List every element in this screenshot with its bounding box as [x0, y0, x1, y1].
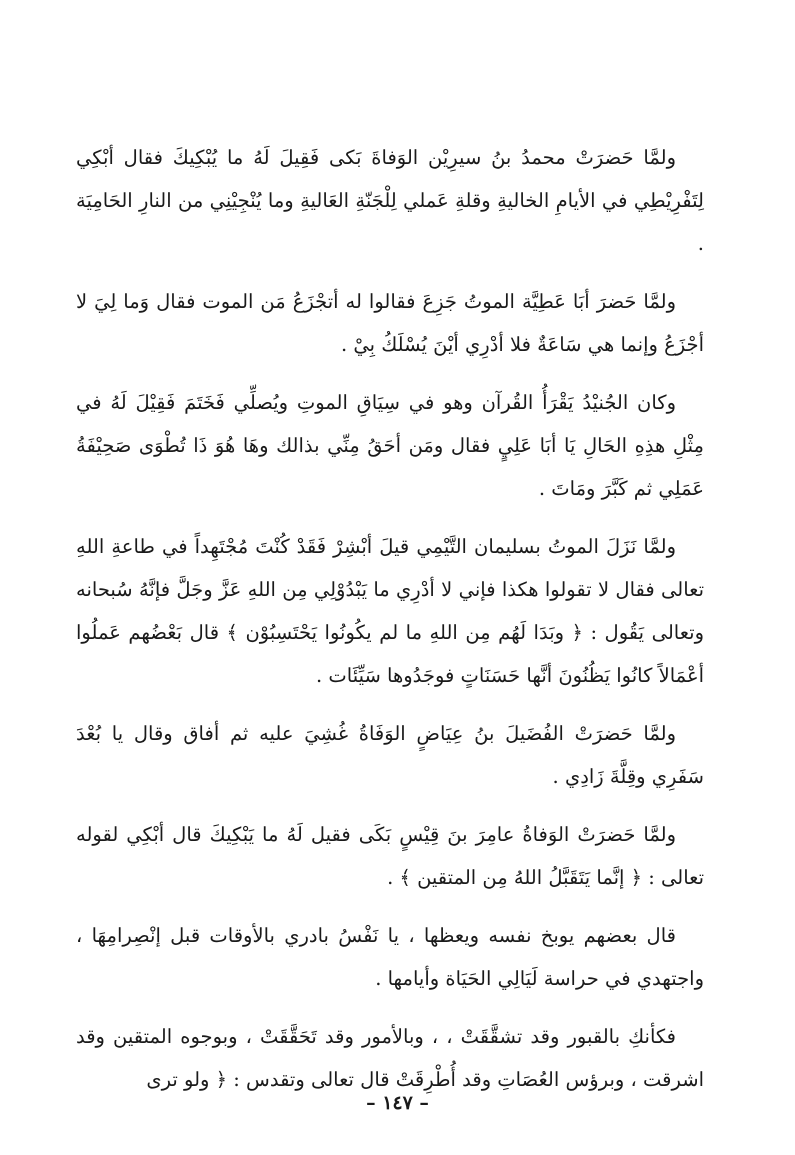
paragraph-al-fudayl: ولمَّا حَضرَتْ الفُضَيلَ بنُ عِيَاضٍ الوَفَاةُ غُشِيَ عليه ثم أفاق وقال يا بُعْدَ سَفَرِي وقِلَّةَ زَادِي . — [76, 722, 704, 788]
page-number: – ١٤٧ – — [366, 1092, 429, 1114]
paragraph-graves: فكأنكِ بالقبور وقد تشقَّقَتْ ، ، وبالأمور وقد تَحَقَّقَتْ ، وبوجوه المتقين وقد اشرقت ، وبرؤس العُصَاتِ وقد أُطْرِقَتْ قال تعالى وتقدس : ﴿ ولو ترى — [76, 1025, 704, 1091]
paragraph-self-admonition: قال بعضهم يوبخ نفسه ويعظها ، يا نَفْسُ بادري بالأوقات قبل إنْصِرامِهَا ، واجتهدي في حراسة لَيَالِي الحَيَاة وأيامها . — [76, 924, 704, 990]
paragraph-abu-atiyya: ولمَّا حَضرَ أبَا عَطِيَّة الموتُ جَزِعَ فقالوا له أتجْزَعُ مَن الموت فقال وَما لِيَ لا أجْزَعُ وإنما هي سَاعَةٌ فلا أدْرِي أيْنَ يُسْلَكُ بِيْ . — [76, 290, 704, 356]
paragraph-sulayman-al-taymi: ولمَّا نَزَلَ الموتُ بسليمان التَّيْمِي قيلَ أبْشِرْ فَقَدْ كُنْتَ مُجْتَهِداً في طاعةِ اللهِ تعالى فقال لا تقولوا هكذا فإني لا أدْرِي ما يَبْدُوْلِي مِن اللهِ عَزَّ وجَلَّ فإنَّهُ سُبحانه وتعالى يَقُول : ﴿ وبَدَا لَهُم مِن اللهِ ما لم يكُونُوا يَحْتَسِبُوْن ﴾ قال بَعْضُهم عَملُوا أعْمَالاً كانُوا يَظُنُونَ أنَّها حَسَنَاتٍ فوجَدُوها سَيِّئَات . — [76, 535, 704, 687]
paragraph-ibn-sirin: ولمَّا حَضرَتْ محمدُ بنُ سيرِيْن الوَفاةَ بَكى فَقِيلَ لَهُ ما يُبْكِيكَ فقال أبْكِي لِتَفْرِيْطِي في الأيامِ الخاليةِ وقلةِ عَملي لِلْجَنّةِ العَاليةِ وما يُنْجِيْنِي من النارِ الحَامِيَة . — [76, 146, 704, 255]
paragraph-al-junayd: وكان الجُنيْدُ يَقْرَأُ القُرآن وهو في سِيَاقِ الموتِ ويُصلِّي فَخَتَمَ فَقِيْلَ لَهُ في مِثْلِ هذِهِ الحَالِ يَا أبَا عَلِيٍ فقال ومَن أحَقُ مِنِّي بذالك وهَا هُوَ ذَا تُطْوَى صَحِيْفَةُ عَمَلِي ثم كَبَّرَ ومَاتَ . — [76, 391, 704, 500]
body-text — [76, 136, 704, 1116]
paragraph-amir-ibn-qays: ولمَّا حَضرَتْ الوَفاةُ عامِرَ بنَ قِيْسٍ بَكَى فقيل لَهُ ما يَبْكِيكَ قال أبْكِي لقوله تعالى : ﴿ إنَّما يَتَقَبَّلُ اللهُ مِن المتقين ﴾ . — [76, 823, 704, 889]
